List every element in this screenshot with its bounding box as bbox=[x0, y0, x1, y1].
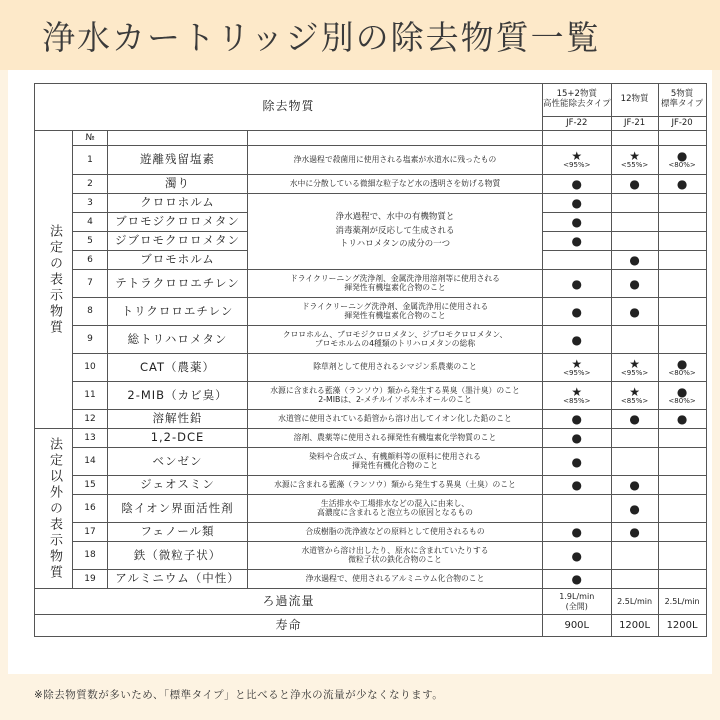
mark-cell bbox=[543, 213, 612, 232]
row-number: 1 bbox=[73, 146, 108, 175]
substance-description: 水源に含まれる藍藻（ランソウ）類から発生する異臭（土臭）のこと bbox=[248, 476, 543, 495]
mark-cell bbox=[658, 570, 706, 589]
dot-mark-icon: ● bbox=[629, 412, 640, 426]
life-row bbox=[35, 615, 707, 637]
mark-cell bbox=[658, 213, 706, 232]
mark-cell bbox=[543, 570, 612, 589]
mark-cell bbox=[543, 476, 612, 495]
row-number: 12 bbox=[73, 410, 108, 429]
row-number: 2 bbox=[73, 175, 108, 194]
dot-mark-icon: ● bbox=[571, 234, 583, 248]
footnote: ※除去物質数が多いため、「標準タイプ」と比べると浄水の流量が少なくなります。 bbox=[34, 689, 444, 701]
model-jf21: JF-21 bbox=[611, 117, 658, 131]
flow-value: 1.9L/min (全開) bbox=[543, 589, 612, 615]
mark-cell bbox=[543, 448, 612, 476]
dot-mark-icon: ● bbox=[629, 177, 640, 191]
substance-description: ドライクリーニング洗浄剤、金属洗浄用に使用される 揮発性有機塩素化合物のこと bbox=[248, 298, 543, 326]
dot-mark-icon: ● bbox=[571, 572, 583, 586]
row-number: 18 bbox=[73, 542, 108, 570]
mark-cell bbox=[611, 354, 658, 382]
star-mark-icon: ★ bbox=[571, 384, 583, 399]
mark-cell bbox=[611, 382, 658, 410]
mark-cell bbox=[543, 194, 612, 213]
dot-mark-icon: ● bbox=[571, 412, 583, 426]
mark-cell bbox=[658, 429, 706, 448]
dot-mark-icon: ● bbox=[676, 384, 688, 399]
substance-name: 2-MIB（カビ臭） bbox=[108, 382, 248, 410]
substance-description: 水道管から溶け出したり、原水に含まれていたりする 微粒子状の鉄化合物のこと bbox=[248, 542, 543, 570]
table-row bbox=[35, 542, 707, 570]
substance-name: 1,2-DCE bbox=[108, 429, 248, 448]
substance-name: テトラクロロエチレン bbox=[108, 270, 248, 298]
mark-cell bbox=[611, 448, 658, 476]
substance-name: クロロホルム bbox=[108, 194, 248, 213]
substance-description: 浄水過程で、水中の有機物質と 消毒薬剤が反応して生成される トリハロメタンの成分の一つ bbox=[248, 194, 543, 270]
flow-value: 2.5L/min bbox=[658, 589, 706, 615]
flow-row bbox=[35, 589, 707, 615]
mark-cell bbox=[543, 270, 612, 298]
row-number: 17 bbox=[73, 523, 108, 542]
substance-description: 除草剤として使用されるシマジン系農薬のこと bbox=[248, 354, 543, 382]
substance-description: 染料や合成ゴム、有機顔料等の原料に使用される 揮発性有機化合物のこと bbox=[248, 448, 543, 476]
table-row bbox=[35, 523, 707, 542]
mark-cell bbox=[658, 448, 706, 476]
star-mark-icon: ★ bbox=[571, 356, 583, 371]
flow-label: ろ過流量 bbox=[35, 589, 543, 615]
substance-description: 合成樹脂の洗浄液などの原料として使用されるもの bbox=[248, 523, 543, 542]
mark-cell bbox=[611, 410, 658, 429]
table-row bbox=[35, 429, 707, 448]
mark-cell bbox=[611, 270, 658, 298]
mark-cell bbox=[658, 495, 706, 523]
dot-mark-icon: ● bbox=[676, 149, 688, 164]
mark-cell bbox=[658, 270, 706, 298]
mark-cell bbox=[543, 326, 612, 354]
table-row bbox=[35, 175, 707, 194]
substance-name: アルミニウム（中性） bbox=[108, 570, 248, 589]
removal-rate: <85%> bbox=[620, 396, 649, 405]
mark-cell bbox=[658, 146, 706, 175]
mark-cell bbox=[611, 326, 658, 354]
table-row bbox=[35, 146, 707, 175]
mark-cell bbox=[543, 354, 612, 382]
model-jf22: JF-22 bbox=[543, 117, 612, 131]
no-label-row bbox=[35, 131, 707, 146]
section-other-label: 法定以外の表示物質 bbox=[35, 429, 73, 589]
row-number: 15 bbox=[73, 476, 108, 495]
mark-cell bbox=[543, 523, 612, 542]
table-row bbox=[35, 448, 707, 476]
table-row bbox=[35, 495, 707, 523]
mark-cell bbox=[611, 298, 658, 326]
row-number: 5 bbox=[73, 232, 108, 251]
mark-cell bbox=[611, 429, 658, 448]
header-substances: 除去物質 bbox=[35, 84, 543, 131]
life-value: 900L bbox=[543, 615, 612, 637]
page-title: 浄水カートリッジ別の除去物質一覧 bbox=[42, 18, 601, 57]
dot-mark-icon: ● bbox=[571, 478, 583, 492]
substance-name: ブロモホルム bbox=[108, 251, 248, 270]
dot-mark-icon: ● bbox=[571, 177, 583, 191]
removal-rate: <85%> bbox=[563, 396, 591, 405]
mark-cell bbox=[611, 495, 658, 523]
no-label: № bbox=[73, 131, 108, 146]
removal-rate: <95%> bbox=[563, 161, 591, 170]
product-group-jf20: 5物質 標準タイプ bbox=[658, 84, 706, 117]
dot-mark-icon: ● bbox=[571, 215, 583, 229]
removal-rate: <80%> bbox=[668, 396, 696, 405]
row-number: 8 bbox=[73, 298, 108, 326]
substance-name: 遊離残留塩素 bbox=[108, 146, 248, 175]
substance-name: トリクロロエチレン bbox=[108, 298, 248, 326]
mark-cell bbox=[543, 251, 612, 270]
mark-cell bbox=[543, 429, 612, 448]
mark-cell bbox=[543, 146, 612, 175]
life-label: 寿命 bbox=[35, 615, 543, 637]
mark-cell bbox=[658, 410, 706, 429]
dot-mark-icon: ● bbox=[629, 276, 640, 291]
mark-cell bbox=[543, 382, 612, 410]
dot-mark-icon: ● bbox=[571, 332, 583, 347]
dot-mark-icon: ● bbox=[571, 304, 583, 319]
mark-cell bbox=[611, 523, 658, 542]
substance-name: 陰イオン界面活性剤 bbox=[108, 495, 248, 523]
mark-cell bbox=[658, 298, 706, 326]
mark-cell bbox=[543, 175, 612, 194]
mark-cell bbox=[658, 476, 706, 495]
dot-mark-icon: ● bbox=[629, 304, 640, 319]
table-row bbox=[35, 354, 707, 382]
mark-cell bbox=[543, 232, 612, 251]
table-row bbox=[35, 410, 707, 429]
substance-name: 溶解性鉛 bbox=[108, 410, 248, 429]
row-number: 9 bbox=[73, 326, 108, 354]
substance-name: 総トリハロメタン bbox=[108, 326, 248, 354]
row-number: 6 bbox=[73, 251, 108, 270]
substance-description: 浄水過程で、使用されるアルミニウム化合物のこと bbox=[248, 570, 543, 589]
table-row bbox=[35, 382, 707, 410]
dot-mark-icon: ● bbox=[629, 478, 640, 492]
substance-description: 浄水過程で殺菌用に使用される塩素が水道水に残ったもの bbox=[248, 146, 543, 175]
dot-mark-icon: ● bbox=[571, 431, 583, 445]
mark-cell bbox=[658, 523, 706, 542]
product-group-jf21: 12物質 bbox=[611, 84, 658, 117]
substance-description: 水源に含まれる藍藻（ランソウ）類から発生する異臭（墨汁臭）のこと 2-MIBは、2-メチルイソボルネオールのこと bbox=[248, 382, 543, 410]
title-band bbox=[0, 0, 720, 70]
mark-cell bbox=[543, 298, 612, 326]
row-number: 19 bbox=[73, 570, 108, 589]
model-jf20: JF-20 bbox=[658, 117, 706, 131]
table-row bbox=[35, 570, 707, 589]
dot-mark-icon: ● bbox=[629, 501, 640, 516]
substance-name: ジブロモクロロメタン bbox=[108, 232, 248, 251]
removal-rate: <80%> bbox=[668, 368, 696, 377]
dot-mark-icon: ● bbox=[571, 196, 583, 210]
row-number: 11 bbox=[73, 382, 108, 410]
mark-cell bbox=[543, 542, 612, 570]
substance-description: 生活排水や工場排水などの混入に由来し、 高濃度に含まれると泡立ちの原因となるもの bbox=[248, 495, 543, 523]
star-mark-icon: ★ bbox=[629, 384, 640, 399]
removal-rate: <95%> bbox=[620, 368, 649, 377]
mark-cell bbox=[611, 251, 658, 270]
mark-cell bbox=[611, 194, 658, 213]
mark-cell bbox=[543, 410, 612, 429]
mark-cell bbox=[611, 542, 658, 570]
mark-cell bbox=[611, 570, 658, 589]
removal-table bbox=[34, 83, 707, 637]
mark-cell bbox=[658, 382, 706, 410]
table-row bbox=[35, 298, 707, 326]
life-value: 1200L bbox=[658, 615, 706, 637]
mark-cell bbox=[611, 175, 658, 194]
substance-description: 水中に分散している微細な粒子など水の透明さを妨げる物質 bbox=[248, 175, 543, 194]
dot-mark-icon: ● bbox=[676, 356, 688, 371]
row-number: 3 bbox=[73, 194, 108, 213]
mark-cell bbox=[658, 175, 706, 194]
substance-description: 溶剤、農薬等に使用される揮発性有機塩素化学物質のこと bbox=[248, 429, 543, 448]
substance-description: ドライクリーニング洗浄剤、金属洗浄用溶剤等に使用される 揮発性有機塩素化合物のこと bbox=[248, 270, 543, 298]
mark-cell bbox=[543, 495, 612, 523]
table-row bbox=[35, 194, 707, 213]
substance-name: ジェオスミン bbox=[108, 476, 248, 495]
mark-cell bbox=[611, 232, 658, 251]
dot-mark-icon: ● bbox=[571, 525, 583, 539]
row-number: 4 bbox=[73, 213, 108, 232]
mark-cell bbox=[658, 326, 706, 354]
substance-description: クロロホルム、ブロモジクロロメタン、ジブロモクロロメタン、 ブロモホルムの4種類のトリハロメタンの総称 bbox=[248, 326, 543, 354]
substance-description: 水道管に使用されている鉛管から溶け出してイオン化した鉛のこと bbox=[248, 410, 543, 429]
row-number: 13 bbox=[73, 429, 108, 448]
substance-name: ベンゼン bbox=[108, 448, 248, 476]
star-mark-icon: ★ bbox=[629, 356, 640, 371]
substance-name: 鉄（微粒子状） bbox=[108, 542, 248, 570]
dot-mark-icon: ● bbox=[571, 276, 583, 291]
dot-mark-icon: ● bbox=[571, 548, 583, 563]
dot-mark-icon: ● bbox=[629, 525, 640, 539]
mark-cell bbox=[611, 146, 658, 175]
mark-cell bbox=[611, 213, 658, 232]
removal-rate: <95%> bbox=[563, 368, 591, 377]
product-group-jf22: 15+2物質 高性能除去タイプ bbox=[543, 84, 612, 117]
section-legal-label: 法定の表示物質 bbox=[35, 131, 73, 429]
removal-rate: <55%> bbox=[620, 161, 649, 170]
mark-cell bbox=[658, 354, 706, 382]
dot-mark-icon: ● bbox=[676, 177, 688, 191]
row-number: 14 bbox=[73, 448, 108, 476]
mark-cell bbox=[658, 251, 706, 270]
removal-rate: <80%> bbox=[668, 161, 696, 170]
header-row bbox=[35, 84, 707, 117]
row-number: 10 bbox=[73, 354, 108, 382]
table-row bbox=[35, 326, 707, 354]
dot-mark-icon: ● bbox=[571, 454, 583, 469]
table-row bbox=[35, 476, 707, 495]
mark-cell bbox=[658, 542, 706, 570]
substance-name: フェノール類 bbox=[108, 523, 248, 542]
table-row bbox=[35, 270, 707, 298]
dot-mark-icon: ● bbox=[629, 253, 640, 267]
star-mark-icon: ★ bbox=[571, 149, 583, 164]
substance-name: 濁り bbox=[108, 175, 248, 194]
dot-mark-icon: ● bbox=[676, 412, 688, 426]
row-number: 7 bbox=[73, 270, 108, 298]
mark-cell bbox=[611, 476, 658, 495]
flow-value: 2.5L/min bbox=[611, 589, 658, 615]
substance-name: CAT（農薬） bbox=[108, 354, 248, 382]
mark-cell bbox=[658, 194, 706, 213]
star-mark-icon: ★ bbox=[629, 149, 640, 164]
row-number: 16 bbox=[73, 495, 108, 523]
mark-cell bbox=[658, 232, 706, 251]
life-value: 1200L bbox=[611, 615, 658, 637]
substance-name: ブロモジクロロメタン bbox=[108, 213, 248, 232]
